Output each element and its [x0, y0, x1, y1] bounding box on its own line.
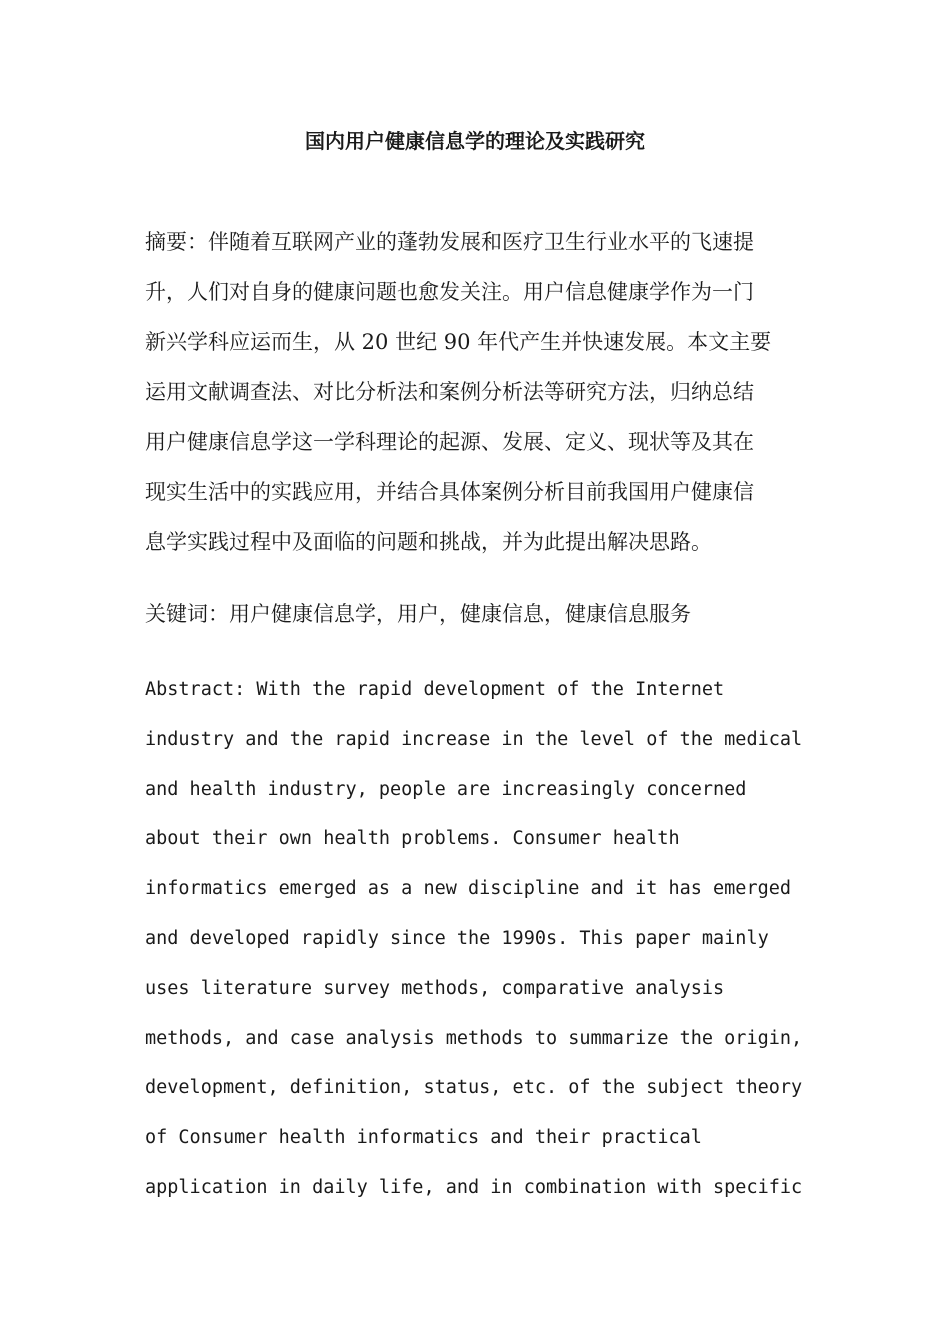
- abstract-en-line: and developed rapidly since the 1990s. This paper mainly: [145, 927, 769, 949]
- abstract-zh-line: 摘要：伴随着互联网产业的蓬勃发展和医疗卫生行业水平的飞速提: [145, 230, 754, 254]
- abstract-zh-line: 现实生活中的实践应用，并结合具体案例分析目前我国用户健康信: [145, 480, 754, 504]
- abstract-zh-line: 息学实践过程中及面临的问题和挑战，并为此提出解决思路。: [145, 530, 712, 554]
- abstract-zh-line: 升，人们对自身的健康问题也愈发关注。用户信息健康学作为一门: [145, 280, 754, 304]
- abstract-en-line: about their own health problems. Consumer health: [145, 828, 680, 850]
- abstract-en-line: application in daily life, and in combination with specific: [145, 1176, 803, 1198]
- keywords-zh: [145, 589, 810, 639]
- abstract-en-line: of Consumer health informatics and their practical: [145, 1127, 702, 1149]
- abstract-en: [145, 665, 825, 1213]
- abstract-en-line: methods, and case analysis methods to summarize the origin,: [145, 1027, 803, 1049]
- abstract-en-line: and health industry, people are increasingly concerned: [145, 778, 747, 800]
- abstract-en-line: informatics emerged as a new discipline and it has emerged: [145, 878, 792, 900]
- abstract-zh-line: 新兴学科应运而生，从 20 世纪 90 年代产生并快速发展。本文主要: [145, 330, 772, 354]
- abstract-zh-line: 用户健康信息学这一学科理论的起源、发展、定义、现状等及其在: [145, 430, 754, 454]
- abstract-en-line: development, definition, status, etc. of the subject theory: [145, 1077, 803, 1099]
- keywords-line: 关键词：用户健康信息学，用户，健康信息，健康信息服务: [145, 602, 691, 626]
- abstract-en-line: industry and the rapid increase in the level of the medical: [145, 728, 803, 750]
- abstract-zh: [145, 217, 810, 567]
- page-title: 国内用户健康信息学的理论及实践研究: [305, 129, 645, 153]
- abstract-zh-line: 运用文献调查法、对比分析法和案例分析法等研究方法，归纳总结: [145, 380, 754, 404]
- abstract-en-line: Abstract: With the rapid development of the Internet: [145, 679, 725, 700]
- abstract-en-line: uses literature survey methods, comparative analysis: [145, 977, 725, 999]
